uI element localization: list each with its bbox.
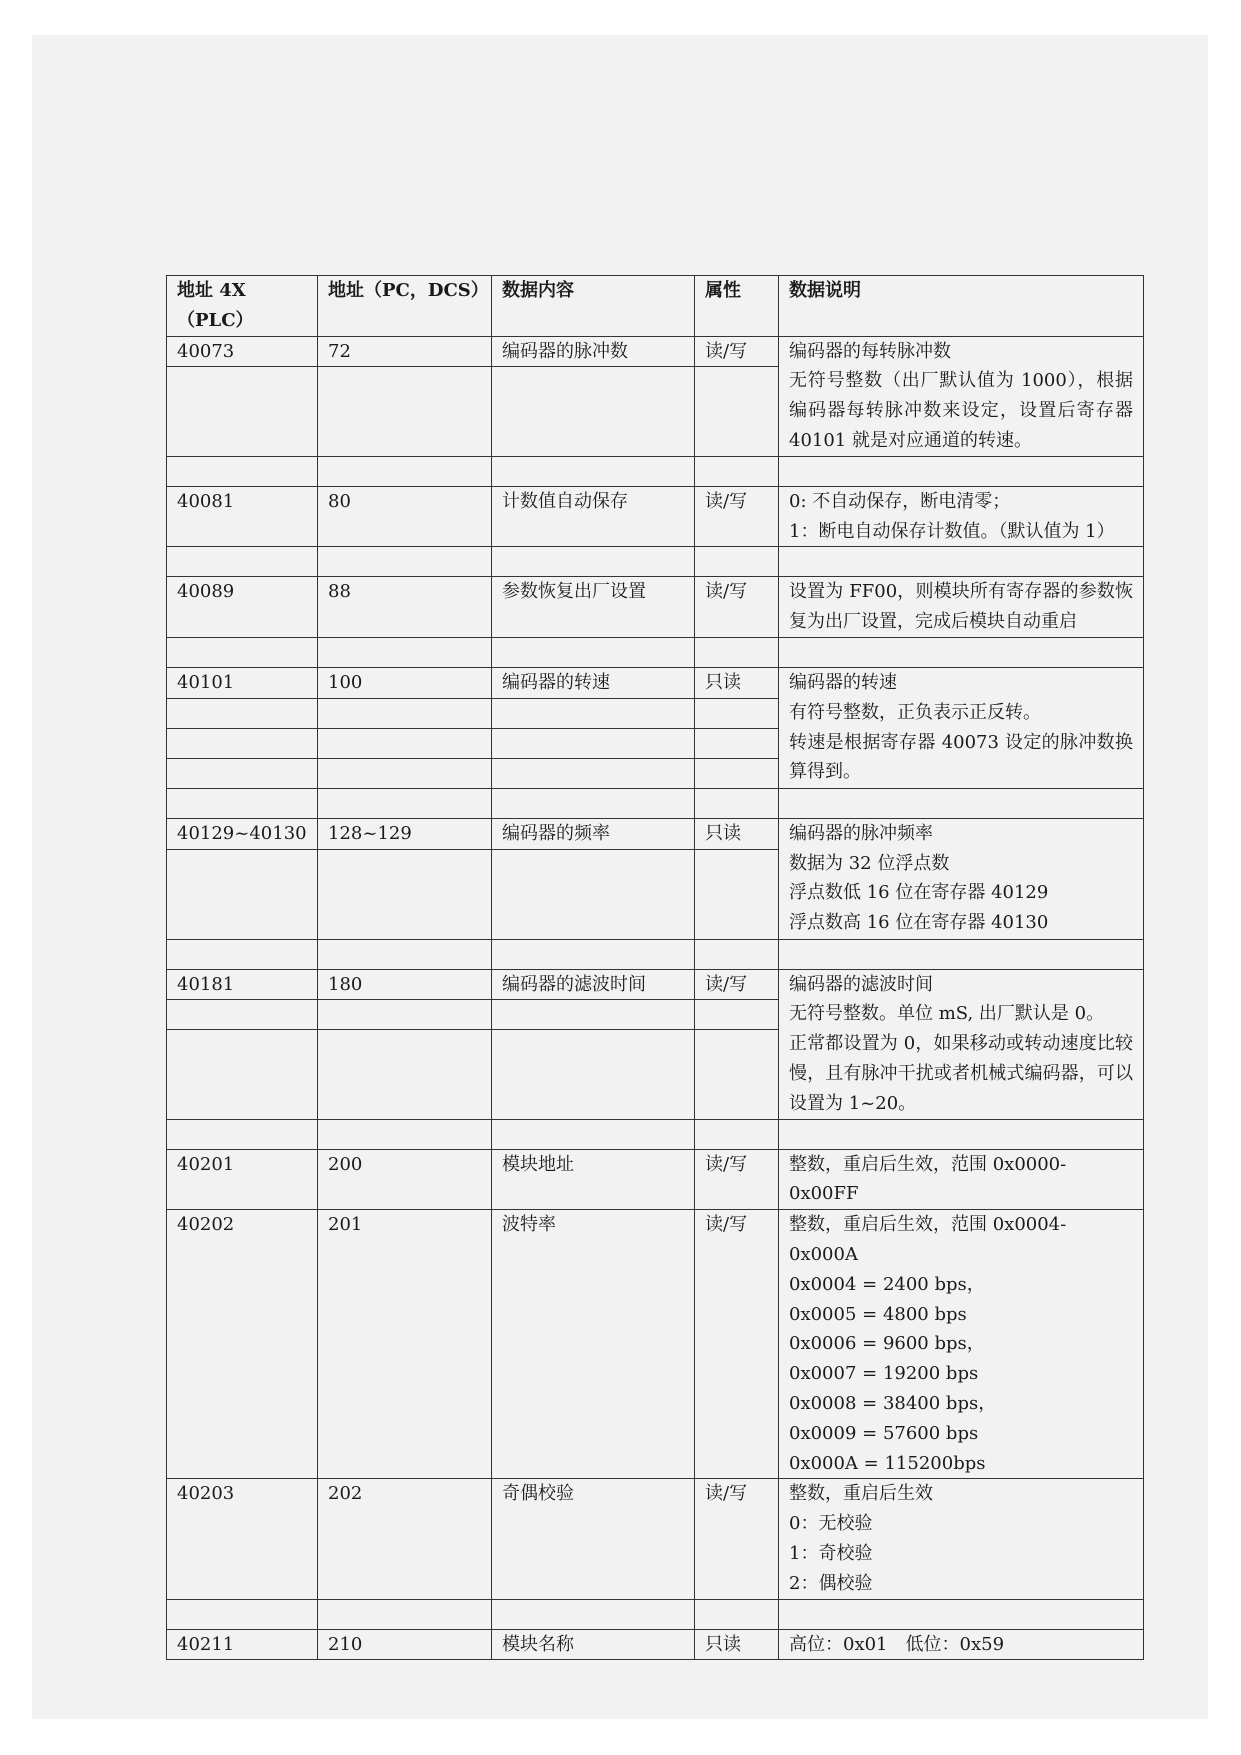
description-line: 0：无校验 — [789, 1513, 873, 1535]
cell-attribute: 读/写 — [695, 577, 779, 638]
description-line: 0x0004 = 2400 bps， — [789, 1273, 985, 1295]
description-line: 0x0009 = 57600 bps — [789, 1422, 979, 1444]
cell-addr-4x: 40081 — [167, 486, 318, 547]
description-line: 无符号整数（出厂默认值为 1000），根据编码器每转脉冲数来设定，设置后寄存器 40101 就是对应通道的转速。 — [789, 370, 1133, 451]
description-line: 1：断电自动保存计数值。（默认值为 1） — [789, 520, 1115, 542]
table-row — [167, 1629, 1144, 1660]
spacer-row — [167, 547, 1144, 577]
description-line: 0x0006 = 9600 bps， — [789, 1333, 985, 1355]
cell-addr-pc: 210 — [318, 1629, 492, 1660]
description-line: 1：奇校验 — [789, 1542, 873, 1564]
cell-content: 编码器的频率 — [492, 818, 695, 849]
cell-description — [779, 336, 1144, 456]
header-addr-4x: 地址 4X（PLC） — [167, 276, 318, 337]
cell-attribute: 读/写 — [695, 1149, 779, 1210]
document-page — [32, 35, 1208, 1719]
cell-addr-pc: 200 — [318, 1149, 492, 1210]
cell-attribute: 读/写 — [695, 1479, 779, 1599]
cell-description — [779, 818, 1144, 939]
description-line: 0: 不自动保存，断电清零； — [789, 490, 1011, 512]
description-line: 编码器的转速 — [789, 671, 897, 693]
description-line: 0x000A = 115200bps — [789, 1452, 986, 1474]
cell-description — [779, 1629, 1144, 1660]
cell-attribute: 读/写 — [695, 969, 779, 1000]
table-header-row — [167, 276, 1144, 337]
cell-description — [779, 1479, 1144, 1599]
table-row — [167, 1149, 1144, 1210]
spacer-row — [167, 788, 1144, 818]
description-line: 有符号整数，正负表示正反转。 — [789, 701, 1041, 723]
cell-addr-pc: 88 — [318, 577, 492, 638]
description-line: 整数，重启后生效 — [789, 1483, 933, 1505]
description-line: 0x0005 = 4800 bps — [789, 1303, 967, 1325]
header-content: 数据内容 — [492, 276, 695, 337]
cell-attribute: 只读 — [695, 667, 779, 698]
cell-content: 编码器的滤波时间 — [492, 969, 695, 1000]
description-line: 整数，重启后生效，范围 0x0000-0x00FF — [789, 1153, 1067, 1205]
description-line: 编码器的每转脉冲数 — [789, 340, 951, 362]
description-line: 编码器的脉冲频率 — [789, 822, 933, 844]
cell-description — [779, 486, 1144, 547]
table-row — [167, 336, 1144, 367]
spacer-row — [167, 1599, 1144, 1629]
cell-addr-4x: 40181 — [167, 969, 318, 1000]
description-line: 高位：0x01 低位：0x59 — [789, 1633, 1005, 1655]
table-row — [167, 969, 1144, 1000]
cell-attribute: 读/写 — [695, 336, 779, 367]
cell-addr-4x: 40129~40130 — [167, 818, 318, 849]
header-addr-pc: 地址（PC，DCS） — [318, 276, 492, 337]
cell-addr-pc: 201 — [318, 1210, 492, 1479]
table-row — [167, 577, 1144, 638]
cell-addr-4x: 40202 — [167, 1210, 318, 1479]
cell-attribute: 读/写 — [695, 1210, 779, 1479]
table-row — [167, 818, 1144, 849]
cell-content: 编码器的脉冲数 — [492, 336, 695, 367]
cell-content: 编码器的转速 — [492, 667, 695, 698]
cell-addr-4x: 40211 — [167, 1629, 318, 1660]
description-line: 正常都设置为 0，如果移动或转动速度比较慢，且有脉冲干扰或者机械式编码器，可以设置为 1~20。 — [789, 1033, 1133, 1114]
cell-content: 模块地址 — [492, 1149, 695, 1210]
cell-addr-pc: 72 — [318, 336, 492, 367]
cell-content: 奇偶校验 — [492, 1479, 695, 1599]
header-attribute: 属性 — [695, 276, 779, 337]
description-line: 2：偶校验 — [789, 1572, 873, 1594]
description-line: 无符号整数。单位 mS, 出厂默认是 0。 — [789, 1003, 1105, 1025]
table-row — [167, 667, 1144, 698]
description-line: 0x0007 = 19200 bps — [789, 1363, 979, 1385]
cell-content: 波特率 — [492, 1210, 695, 1479]
cell-addr-pc: 180 — [318, 969, 492, 1000]
spacer-row — [167, 939, 1144, 969]
description-line: 0x0008 = 38400 bps， — [789, 1392, 997, 1414]
cell-content: 模块名称 — [492, 1629, 695, 1660]
cell-description — [779, 667, 1144, 788]
cell-addr-pc: 202 — [318, 1479, 492, 1599]
description-line: 数据为 32 位浮点数 — [789, 852, 950, 874]
spacer-row — [167, 1119, 1144, 1149]
register-table — [166, 275, 1144, 1660]
cell-description — [779, 577, 1144, 638]
cell-content: 计数值自动保存 — [492, 486, 695, 547]
cell-addr-4x: 40101 — [167, 667, 318, 698]
cell-description — [779, 969, 1144, 1119]
cell-attribute: 只读 — [695, 818, 779, 849]
table-row — [167, 486, 1144, 547]
table-row — [167, 1479, 1144, 1599]
spacer-row — [167, 637, 1144, 667]
cell-addr-pc: 128~129 — [318, 818, 492, 849]
description-line: 设置为 FF00，则模块所有寄存器的参数恢复为出厂设置，完成后模块自动重启 — [789, 581, 1133, 633]
cell-addr-pc: 100 — [318, 667, 492, 698]
table-row — [167, 1210, 1144, 1479]
cell-description — [779, 1149, 1144, 1210]
cell-attribute: 只读 — [695, 1629, 779, 1660]
cell-addr-4x: 40201 — [167, 1149, 318, 1210]
cell-addr-4x: 40203 — [167, 1479, 318, 1599]
spacer-row — [167, 456, 1144, 486]
cell-addr-pc: 80 — [318, 486, 492, 547]
description-line: 浮点数高 16 位在寄存器 40130 — [789, 912, 1049, 934]
cell-attribute: 读/写 — [695, 486, 779, 547]
description-line: 编码器的滤波时间 — [789, 973, 933, 995]
description-line: 转速是根据寄存器 40073 设定的脉冲数换算得到。 — [789, 731, 1133, 783]
description-line: 整数，重启后生效，范围 0x0004-0x000A — [789, 1214, 1067, 1265]
cell-addr-4x: 40073 — [167, 336, 318, 367]
cell-content: 参数恢复出厂设置 — [492, 577, 695, 638]
description-line: 浮点数低 16 位在寄存器 40129 — [789, 882, 1049, 904]
cell-description — [779, 1210, 1144, 1479]
cell-addr-4x: 40089 — [167, 577, 318, 638]
header-description: 数据说明 — [779, 276, 1144, 337]
